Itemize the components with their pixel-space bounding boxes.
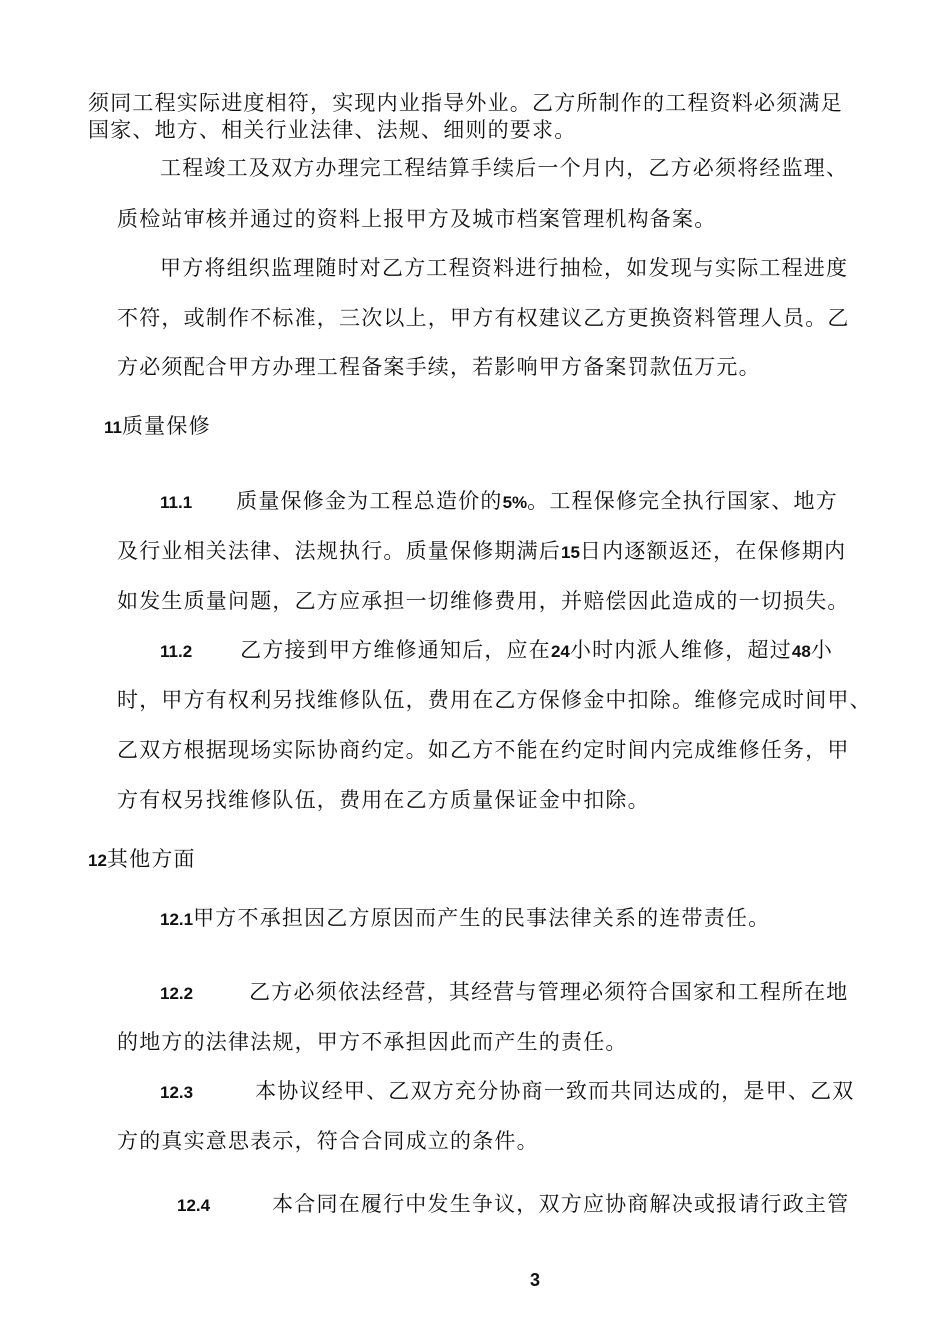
- paragraph-line: 方必须配合甲方办理工程备案手续，若影响甲方备案罚款伍万元。: [117, 355, 761, 379]
- clause-number: 12.2: [160, 984, 194, 1003]
- clause-text: 小: [810, 638, 834, 662]
- paragraph-line: 工程竣工及双方办理完工程结算手续后一个月内，乙方必须将经监理、: [160, 156, 849, 180]
- paragraph-line: 不符，或制作不标准，三次以上，甲方有权建议乙方更换资料管理人员。乙: [117, 306, 850, 330]
- clause-11-2-line: [160, 638, 833, 664]
- clause-12-3-line: [160, 1079, 855, 1105]
- clause-text: 甲方不承担因乙方原因而产生的民事法律关系的连带责任。: [193, 906, 771, 930]
- clause-12-4-line: [177, 1192, 849, 1218]
- paragraph-line: 质检站审核并通过的资料上报甲方及城市档案管理机构备案。: [117, 207, 717, 231]
- section-heading-11: [104, 414, 211, 440]
- clause-text: 小时内派人维修，超过: [569, 638, 792, 662]
- paragraph-line: 甲方将组织监理随时对乙方工程资料进行抽检，如发现与实际工程进度: [160, 256, 849, 280]
- clause-11-1-line: [160, 489, 838, 515]
- clause-value: 24: [550, 642, 570, 661]
- clause-value: 15: [561, 543, 580, 562]
- clause-text: 乙方接到甲方维修通知后，应在: [240, 638, 551, 662]
- paragraph-line: 时，甲方有权利另找维修队伍，费用在乙方保修金中扣除。维修完成时间甲、: [117, 688, 872, 712]
- clause-number: 11.2: [160, 642, 193, 661]
- clause-text: 本合同在履行中发生争议，双方应协商解决或报请行政主管: [272, 1192, 850, 1216]
- clause-text: 日内逐额返还，在保修期内: [579, 539, 847, 563]
- clause-12-1-line: [160, 906, 770, 932]
- paragraph-line: 如发生质量问题，乙方应承担一切维修费用，并赔偿因此造成的一切损失。: [117, 589, 850, 613]
- clause-value: 5%: [502, 493, 528, 512]
- section-heading-12: [88, 847, 196, 873]
- clause-text: 本协议经甲、乙双方充分协商一致而共同达成的，是甲、乙双: [255, 1079, 855, 1103]
- paragraph-line: 的地方的法律法规，甲方不承担因此而产生的责任。: [117, 1030, 628, 1054]
- clause-number: 11.1: [160, 493, 193, 512]
- paragraph-line: 方有权另找维修队伍，费用在乙方质量保证金中扣除。: [117, 788, 650, 812]
- clause-12-2-line: [160, 980, 849, 1006]
- section-title: 质量保修: [121, 414, 211, 438]
- clause-text: 及行业相关法律、法规执行。质量保修期满后: [117, 539, 561, 563]
- clause-text: 乙方必须依法经营，其经营与管理必须符合国家和工程所在地: [249, 980, 849, 1004]
- paragraph-line: 方的真实意思表示，符合合同成立的条件。: [117, 1129, 539, 1153]
- clause-value: 48: [791, 642, 811, 661]
- section-title: 其他方面: [106, 847, 196, 871]
- clause-text: 质量保修金为工程总造价的: [236, 489, 503, 513]
- clause-number: 12.3: [160, 1083, 194, 1102]
- paragraph-line: 须同工程实际进度相符，实现内业指导外业。乙方所制作的工程资料必须满足: [88, 91, 843, 115]
- section-number: 12: [88, 851, 107, 870]
- clause-number: 12.4: [177, 1196, 211, 1215]
- paragraph-line: 国家、地方、相关行业法律、法规、细则的要求。: [88, 118, 577, 142]
- clause-number: 12.1: [160, 910, 194, 929]
- clause-11-1-line: [117, 539, 846, 565]
- section-number: 11: [104, 418, 122, 437]
- page-number: 3: [530, 1270, 541, 1290]
- clause-text: 。工程保修完全执行国家、地方: [527, 489, 838, 513]
- paragraph-line: 乙双方根据现场实际协商约定。如乙方不能在约定时间内完成维修任务，甲: [117, 738, 850, 762]
